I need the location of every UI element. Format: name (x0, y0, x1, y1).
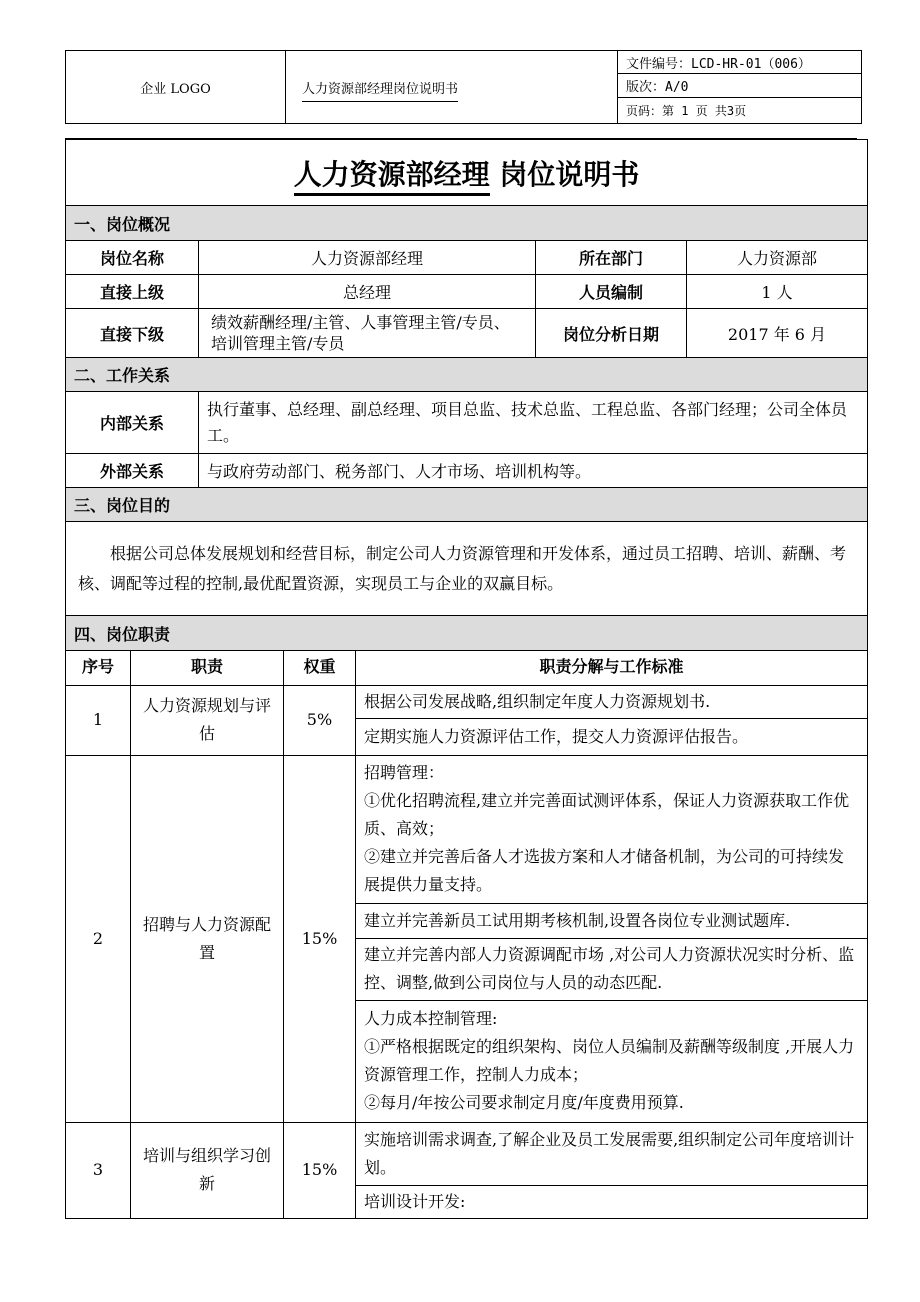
duty-standard: 根据公司发展战略,组织制定年度人力资源规划书. (356, 685, 868, 718)
field-label: 人员编制 (536, 275, 687, 309)
field-label: 内部关系 (66, 392, 199, 454)
field-label: 岗位分析日期 (536, 309, 687, 358)
section-heading: 三、岗位目的 (66, 488, 868, 522)
column-header: 序号 (66, 650, 131, 685)
section-heading: 四、岗位职责 (66, 616, 868, 651)
duty-number: 1 (66, 685, 131, 755)
field-value: 人力资源部经理 (199, 241, 536, 275)
column-header: 职责 (131, 650, 284, 685)
column-header: 权重 (284, 650, 356, 685)
duty-standard: 实施培训需求调查,了解企业及员工发展需要,组织制定公司年度培训计划。 (356, 1122, 868, 1185)
duty-standard: 定期实施人力资源评估工作，提交人力资源评估报告。 (356, 718, 868, 755)
duty-weight: 5% (284, 685, 356, 755)
section-heading: 一、岗位概况 (66, 206, 868, 241)
field-value: 2017 年 6 月 (687, 309, 868, 358)
duty-standard: 人力成本控制管理: ①严格根据既定的组织架构、岗位人员编制及薪酬等级制度 ,开展人力资源管理工作，控制人力成本； ②每月/年按公司要求制定月度/年度费用预算. (356, 1000, 868, 1122)
doc-version: 版次：A/0 (618, 74, 862, 98)
overview-table (65, 139, 868, 651)
field-value: 绩效薪酬经理/主管、人事管理主管/专员、培训管理主管/专员 (199, 309, 536, 358)
position-purpose: 根据公司总体发展规划和经营目标，制定公司人力资源管理和开发体系，通过员工招聘、培训、薪酬、考核、调配等过程的控制,最优配置资源，实现员工与企业的双赢目标。 (66, 522, 868, 616)
duty-name: 人力资源规划与评估 (131, 685, 284, 755)
header-doc-title: 人力资源部经理岗位说明书 (302, 82, 458, 102)
duty-name: 培训与组织学习创新 (131, 1122, 284, 1218)
field-label: 外部关系 (66, 454, 199, 488)
duty-weight: 15% (284, 1122, 356, 1218)
duty-standard: 建立并完善新员工试用期考核机制,设置各岗位专业测试题库. (356, 903, 868, 938)
duty-number: 2 (66, 755, 131, 1122)
document-header (65, 50, 862, 124)
field-label: 岗位名称 (66, 241, 199, 275)
page-title: 人力资源部经理 岗位说明书 (66, 140, 868, 206)
duty-standard: 招聘管理： ①优化招聘流程,建立并完善面试测评体系，保证人力资源获取工作优质、高效； ②建立并完善后备人才选拔方案和人才储备机制，为公司的可持续发展提供力量支持。 (356, 755, 868, 903)
duty-weight: 15% (284, 755, 356, 1122)
duty-name: 招聘与人力资源配置 (131, 755, 284, 1122)
field-label: 所在部门 (536, 241, 687, 275)
field-label: 直接上级 (66, 275, 199, 309)
section-heading: 二、工作关系 (66, 358, 868, 392)
duties-table (65, 650, 868, 1219)
column-header: 职责分解与工作标准 (356, 650, 868, 685)
page-number: 页码：第 1 页 共3页 (618, 98, 862, 124)
field-label: 直接下级 (66, 309, 199, 358)
company-logo: 企业 LOGO (66, 51, 286, 124)
duty-number: 3 (66, 1122, 131, 1218)
field-value: 1 人 (687, 275, 868, 309)
doc-number: 文件编号：LCD-HR-01（006） (618, 51, 862, 74)
duty-standard: 建立并完善内部人力资源调配市场 ,对公司人力资源状况实时分析、监控、调整,做到公司岗位与人员的动态匹配. (356, 938, 868, 1000)
field-value: 人力资源部 (687, 241, 868, 275)
field-value: 与政府劳动部门、税务部门、人才市场、培训机构等。 (199, 454, 868, 488)
field-value: 总经理 (199, 275, 536, 309)
field-value: 执行董事、总经理、副总经理、项目总监、技术总监、工程总监、各部门经理；公司全体员工。 (199, 392, 868, 454)
duty-standard: 培训设计开发: (356, 1185, 868, 1218)
